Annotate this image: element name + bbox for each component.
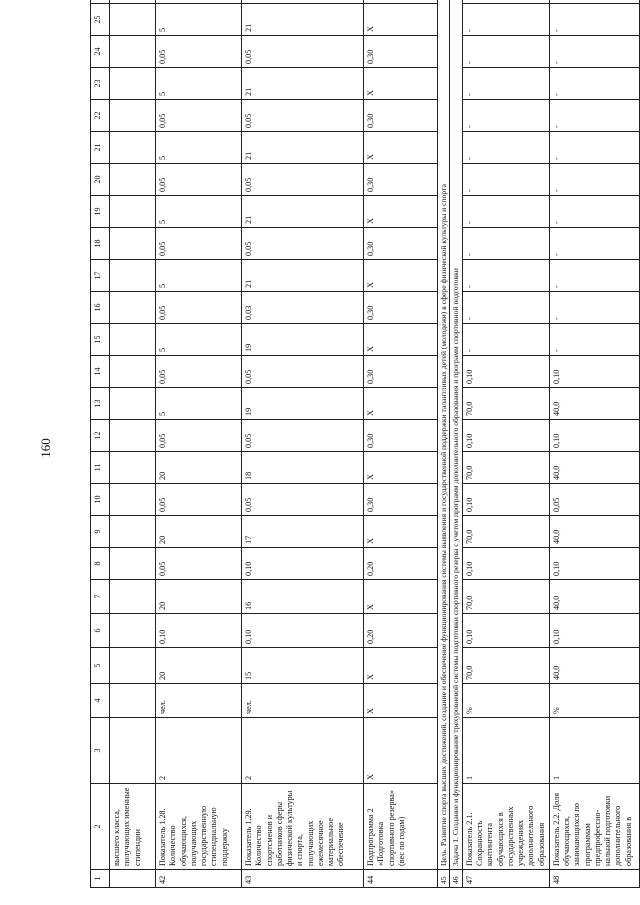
table-cell: 0,30	[364, 292, 438, 324]
table-cell	[110, 452, 156, 484]
table-cell: -	[462, 100, 549, 132]
table-cell: 0,20	[364, 614, 438, 648]
table-cell: 0,05	[156, 356, 242, 388]
column-number: 22	[91, 100, 110, 132]
table-cell: -	[462, 196, 549, 228]
column-number: 10	[91, 484, 110, 516]
table-cell: -	[549, 164, 639, 196]
column-number: 25	[91, 4, 110, 36]
table-cell: -	[462, 228, 549, 260]
table-cell: 0,05	[156, 228, 242, 260]
table-cell: 0,10	[549, 356, 639, 388]
table-cell: 21	[242, 68, 364, 100]
table-cell: 0,30	[364, 356, 438, 388]
table-cell: 0,10	[242, 614, 364, 648]
table-cell: 0,10	[549, 548, 639, 580]
table-cell: -	[462, 292, 549, 324]
table-cell: X	[364, 580, 438, 614]
table-cell	[110, 132, 156, 164]
table-cell	[110, 260, 156, 292]
table-cell: -	[549, 292, 639, 324]
table-cell: 40,0	[549, 388, 639, 420]
table-cell: 0,05	[242, 164, 364, 196]
table-cell: -	[549, 36, 639, 68]
table-cell: 0,30	[364, 484, 438, 516]
table-cell	[156, 0, 242, 4]
table-cell: 0,10	[549, 420, 639, 452]
table-cell: 0,05	[156, 100, 242, 132]
indicator-table	[90, 0, 640, 888]
column-number: 12	[91, 420, 110, 452]
table-cell: %	[549, 684, 639, 718]
section-heading: Цель. Развитие спорта высших достижений, создание и обеспечение функционирования системы выявления и государственной поддержки талантливых детей (молодежи) в сфере физической культуры и спорта	[438, 0, 450, 870]
column-number: 3	[91, 718, 110, 784]
table-cell: X	[364, 324, 438, 356]
table-cell: 0,05	[242, 484, 364, 516]
table-cell: -	[462, 4, 549, 36]
table-cell: 5	[156, 68, 242, 100]
column-number: 8	[91, 548, 110, 580]
table-cell: 70,0	[462, 388, 549, 420]
table-cell: -	[549, 100, 639, 132]
table-cell: 0,05	[549, 484, 639, 516]
table-cell	[110, 516, 156, 548]
table-cell	[110, 0, 156, 4]
table-cell	[462, 0, 549, 4]
table-cell: 20	[156, 580, 242, 614]
table-cell: -	[549, 196, 639, 228]
table-cell	[110, 718, 156, 784]
row-43	[242, 0, 364, 888]
table-cell	[110, 548, 156, 580]
table-cell: 0,05	[156, 36, 242, 68]
table-cell: 21	[242, 132, 364, 164]
row-number: 44	[364, 870, 438, 888]
table-cell: 2	[156, 718, 242, 784]
column-number: 6	[91, 614, 110, 648]
table-cell: 70,0	[462, 580, 549, 614]
table-cell	[110, 100, 156, 132]
table-cell: 1	[549, 718, 639, 784]
table-cell: 70,0	[462, 516, 549, 548]
table-cell: -	[549, 132, 639, 164]
table-cell: -	[549, 260, 639, 292]
indicator-name: Показатель 1.29. Количество спортсменов и работников сферы физической культуры и спорта, получающих ежемесячное материальное обеспечение	[242, 784, 364, 870]
column-number: 23	[91, 68, 110, 100]
indicator-name: высшего класса, получающих именные стипендии	[110, 784, 156, 870]
table-cell: 1	[462, 718, 549, 784]
row-number: 43	[242, 870, 364, 888]
table-cell: 0,03	[242, 292, 364, 324]
table-cell: 0,05	[242, 356, 364, 388]
indicator-name: Показатель 1.28. Количество обучающихся, получающих государственную стипендиальную поддержку	[156, 784, 242, 870]
table-cell: X	[364, 684, 438, 718]
column-number: 9	[91, 516, 110, 548]
table-cell: 0,30	[364, 164, 438, 196]
column-number-row	[91, 0, 110, 888]
table-cell	[110, 356, 156, 388]
indicator-name: Показатель 2.2. Доля обучающихся, занимающихся по программам предпрофессио- нальной подготовки дополнительного образования в	[549, 784, 639, 870]
table-viewport	[90, 15, 633, 888]
table-cell: 0,10	[462, 614, 549, 648]
table-cell: 0,05	[242, 228, 364, 260]
table-cell: 20	[156, 648, 242, 684]
column-number: 19	[91, 196, 110, 228]
table-cell: 0,05	[156, 548, 242, 580]
table-cell: 0,30	[364, 36, 438, 68]
table-cell: 18	[242, 452, 364, 484]
row-number: 45	[438, 870, 450, 888]
table-cell	[110, 420, 156, 452]
table-cell: X	[364, 452, 438, 484]
table-cell: 0,10	[462, 420, 549, 452]
table-cell: 70,0	[462, 452, 549, 484]
page-number: 160	[37, 438, 53, 458]
table-cell	[110, 484, 156, 516]
row-number: 47	[462, 870, 549, 888]
column-number: 11	[91, 452, 110, 484]
column-number: 2	[91, 784, 110, 870]
table-cell: 5	[156, 4, 242, 36]
table-cell: 0,20	[364, 548, 438, 580]
row-number: 48	[549, 870, 639, 888]
table-cell: -	[549, 4, 639, 36]
row-44	[364, 0, 438, 888]
column-number: 18	[91, 228, 110, 260]
table-cell	[364, 0, 438, 4]
table-cell	[110, 196, 156, 228]
column-number: 14	[91, 356, 110, 388]
table-cell: чел.	[156, 684, 242, 718]
table-cell: 0,05	[156, 420, 242, 452]
table-cell: -	[462, 164, 549, 196]
table-cell: 70,0	[462, 648, 549, 684]
table-cell: 0,05	[156, 292, 242, 324]
table-cell: -	[462, 36, 549, 68]
table-cell: 0,30	[364, 100, 438, 132]
table-cell: 19	[242, 324, 364, 356]
column-number: 17	[91, 260, 110, 292]
table-cell: -	[462, 324, 549, 356]
row-number: 42	[156, 870, 242, 888]
table-cell: 0,30	[364, 420, 438, 452]
table-cell	[242, 0, 364, 4]
table-cell: X	[364, 4, 438, 36]
table-cell: 0,05	[156, 164, 242, 196]
table-cell: -	[462, 68, 549, 100]
table-cell: 0,10	[156, 614, 242, 648]
table-cell: X	[364, 260, 438, 292]
table-cell: X	[364, 388, 438, 420]
table-cell: 0,05	[242, 420, 364, 452]
table-cell: -	[462, 260, 549, 292]
column-number: 15	[91, 324, 110, 356]
row-48	[549, 0, 639, 888]
table-cell: 5	[156, 388, 242, 420]
column-number: 20	[91, 164, 110, 196]
row-continuation	[110, 0, 156, 888]
table-cell: 40,0	[549, 648, 639, 684]
row-number: 46	[450, 870, 462, 888]
table-cell: 17	[242, 516, 364, 548]
table-cell: 15	[242, 648, 364, 684]
table-cell	[110, 68, 156, 100]
table-cell: 0,10	[462, 484, 549, 516]
table-cell	[110, 324, 156, 356]
section-heading: Задача 1. Создание и функционирование трехуровневой системы подготовки спортивного резерва с учетом программ дополнительного образования и программ спортивной подготовки	[450, 0, 462, 870]
table-cell: 0,30	[364, 228, 438, 260]
table-cell: 40,0	[549, 452, 639, 484]
table-cell: 5	[156, 132, 242, 164]
table-cell: X	[364, 648, 438, 684]
table-cell: X	[364, 516, 438, 548]
table-cell: %	[462, 684, 549, 718]
table-cell: X	[364, 718, 438, 784]
table-cell: X	[364, 196, 438, 228]
table-cell: 0,05	[242, 100, 364, 132]
table-cell: 5	[156, 324, 242, 356]
table-cell: 0,10	[242, 548, 364, 580]
table-cell	[110, 292, 156, 324]
rotated-table-container	[90, 15, 633, 888]
table-cell	[110, 164, 156, 196]
table-cell: 0,10	[462, 356, 549, 388]
table-cell: 5	[156, 196, 242, 228]
column-number: 24	[91, 36, 110, 68]
table-cell: 21	[242, 4, 364, 36]
table-cell: -	[549, 324, 639, 356]
indicator-name: Подпрограмма 2 «Подготовка спортивного резерва» (вес по годам)	[364, 784, 438, 870]
table-cell: 20	[156, 516, 242, 548]
column-number: 16	[91, 292, 110, 324]
table-cell: 0,05	[156, 484, 242, 516]
column-number: 5	[91, 648, 110, 684]
table-cell	[110, 4, 156, 36]
row-number	[110, 870, 156, 888]
table-cell	[110, 580, 156, 614]
column-number: 13	[91, 388, 110, 420]
indicator-name: Показатель 2.1. Сохранность контингента обучающихся в государственных учреждениях дополнительного образования	[462, 784, 549, 870]
table-cell: 19	[242, 388, 364, 420]
row-46	[450, 0, 462, 888]
table-cell: 0,10	[549, 614, 639, 648]
table-cell: -	[549, 68, 639, 100]
table-cell	[549, 0, 639, 4]
table-cell: X	[364, 132, 438, 164]
table-cell: 20	[156, 452, 242, 484]
table-cell: 5	[156, 260, 242, 292]
table-cell	[110, 614, 156, 648]
column-number	[91, 0, 110, 4]
row-47	[462, 0, 549, 888]
table-cell	[110, 648, 156, 684]
table-cell: 0,10	[462, 548, 549, 580]
table-cell	[110, 36, 156, 68]
table-cell: 21	[242, 260, 364, 292]
table-cell: -	[462, 132, 549, 164]
column-number: 1	[91, 870, 110, 888]
column-number: 7	[91, 580, 110, 614]
table-cell: 40,0	[549, 516, 639, 548]
table-cell	[110, 684, 156, 718]
table-cell: 16	[242, 580, 364, 614]
column-number: 4	[91, 684, 110, 718]
table-cell: 21	[242, 196, 364, 228]
row-42	[156, 0, 242, 888]
column-number: 21	[91, 132, 110, 164]
table-cell: 40,0	[549, 580, 639, 614]
table-cell	[110, 388, 156, 420]
row-45	[438, 0, 450, 888]
table-cell	[110, 228, 156, 260]
table-cell: чел.	[242, 684, 364, 718]
table-cell: 0,05	[242, 36, 364, 68]
table-cell: 2	[242, 718, 364, 784]
table-cell: X	[364, 68, 438, 100]
table-cell: -	[549, 228, 639, 260]
